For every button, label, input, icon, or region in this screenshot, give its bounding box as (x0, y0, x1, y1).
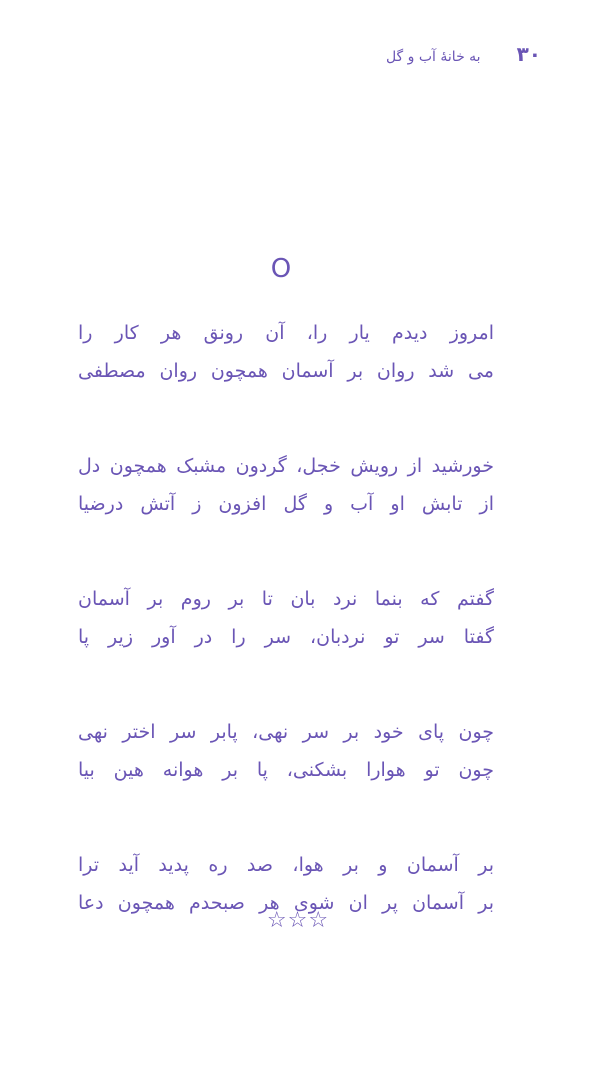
running-title: به خانهٔ آب و گل (385, 49, 481, 65)
stanza-1 (78, 314, 494, 390)
verse-line: گفتا سر تو نردبان، سر را در آور زیر پا (78, 626, 494, 648)
verse-line: گفتم که بنما نرد بان تا بر روم بر آسمان (78, 588, 494, 610)
stanza-3 (78, 580, 494, 656)
verse-line: از تابش او آب و گل افزون ز آتش درضیا (78, 493, 494, 515)
poem (78, 314, 494, 979)
verse-line: خورشید از رویش خجل، گردون مشبک همچون دل (78, 455, 494, 477)
page-number: ۳۰ (516, 42, 541, 66)
verse-line: امروز دیدم یار را، آن رونق هر کار را (78, 322, 494, 344)
verse-line: چون پای خود بر سر نهی، پابر سر اختر نهی (78, 721, 494, 743)
verse-line: بر آسمان و بر هوا، صد ره پدید آید ترا (78, 854, 494, 876)
stanza-4 (78, 713, 494, 789)
verse-line: بر آسمان پر ان شوی هر صبحدم همچون دعا (78, 892, 494, 914)
closing-ornament: ☆☆☆ (266, 908, 330, 933)
stanza-2 (78, 447, 494, 523)
section-marker: O (270, 254, 292, 284)
running-header (386, 42, 541, 66)
verse-line: چون تو هوارا بشکنی، پا بر هوانه هین بیا (78, 759, 494, 781)
verse-line: می شد روان بر آسمان همچون روان مصطفی (78, 360, 494, 382)
